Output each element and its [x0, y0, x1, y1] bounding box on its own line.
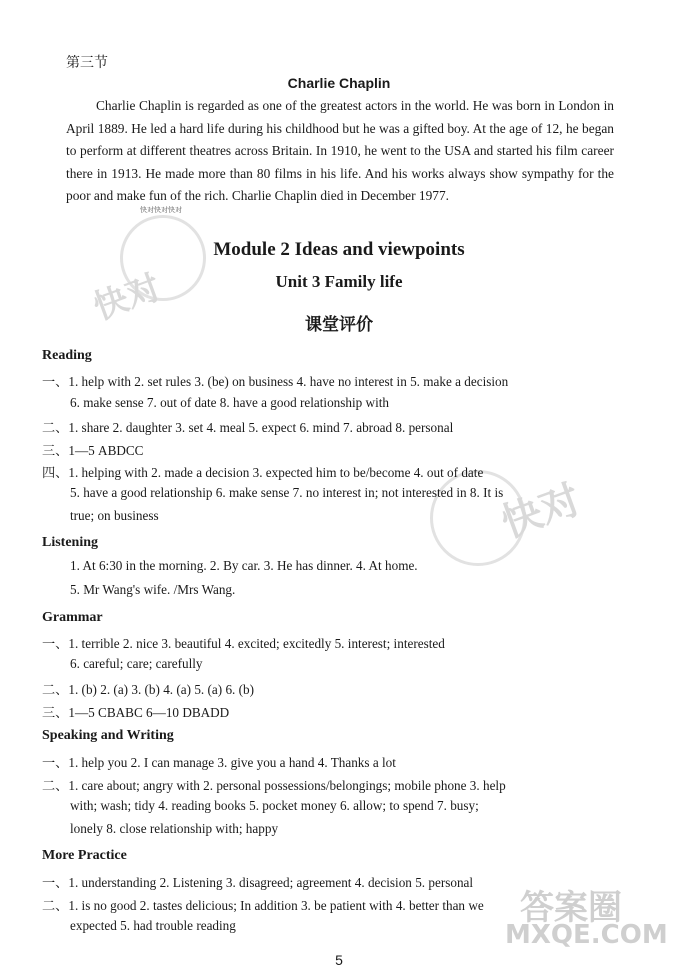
stamp-text: 快对快对快对: [140, 206, 182, 214]
reading-line-1: 一、1. help with 2. set rules 3. (be) on business 4. have no interest in 5. make a decision: [42, 374, 509, 389]
reading-line-5: 四、1. helping with 2. made a decision 3. expected him to be/become 4. out of date: [42, 465, 484, 480]
reading-line-3: 二、1. share 2. daughter 3. set 4. meal 5. expect 6. mind 7. abroad 8. personal: [42, 420, 454, 435]
grammar-line-4: 三、1—5 CBABC 6—10 DBADD: [42, 705, 230, 720]
page-number: 5: [335, 952, 343, 968]
heading-listening: Listening: [42, 535, 99, 550]
lesson-title: 课堂评价: [305, 315, 373, 335]
listening-line-1: 1. At 6:30 in the morning. 2. By car. 3. He has dinner. 4. At home.: [70, 558, 418, 573]
more-line-2: 二、1. is no good 2. tastes delicious; In addition 3. be patient with 4. better than we: [42, 898, 484, 913]
module-title: Module 2 Ideas and viewpoints: [213, 239, 465, 260]
speaking-line-3: with; wash; tidy 4. reading books 5. pocket money 6. allow; to spend 7. busy;: [70, 798, 479, 813]
listening-line-2: 5. Mr Wang's wife. /Mrs Wang.: [70, 582, 236, 597]
more-line-1: 一、1. understanding 2. Listening 3. disagreed; agreement 4. decision 5. personal: [42, 875, 474, 890]
watermark-url: MXQE.COM: [505, 920, 668, 950]
reading-line-7: true; on business: [70, 508, 159, 523]
unit-title: Unit 3 Family life: [275, 272, 403, 291]
reading-line-2: 6. make sense 7. out of date 8. have a good relationship with: [70, 395, 389, 410]
passage-title: Charlie Chaplin: [287, 75, 391, 91]
passage-body: [66, 95, 614, 208]
watermark-text-left: 快对: [88, 267, 166, 329]
watermark-brand: 答案圈: [520, 888, 622, 928]
speaking-line-4: lonely 8. close relationship with; happy: [70, 821, 279, 836]
grammar-line-3: 二、1. (b) 2. (a) 3. (b) 4. (a) 5. (a) 6. (b): [42, 682, 255, 697]
heading-speaking-writing: Speaking and Writing: [42, 728, 174, 743]
reading-line-6: 5. have a good relationship 6. make sense 7. no interest in; not interested in 8. It is: [70, 485, 504, 500]
speaking-line-2: 二、1. care about; angry with 2. personal possessions/belongings; mobile phone 3. help: [42, 778, 506, 793]
section-label: 第三节: [66, 56, 108, 71]
heading-grammar: Grammar: [42, 610, 103, 625]
speaking-line-1: 一、1. help you 2. I can manage 3. give you a hand 4. Thanks a lot: [42, 755, 396, 770]
heading-more-practice: More Practice: [42, 848, 127, 863]
heading-reading: Reading: [42, 348, 92, 363]
grammar-line-2: 6. careful; care; carefully: [70, 656, 203, 671]
passage-text: Charlie Chaplin is regarded as one of the greatest actors in the world. He was born in London in April 1889. He led a hard life during his childhood but he was a gifted boy. At the age of 12, he began to perform at different theatres across Britain. In 1910, he went to the USA and started his film career there in 1913. He made more than 80 films in his life. And his works always show sympathy for the poor and make fun of the rich. Charlie Chaplin died in December 1977.: [66, 98, 614, 203]
watermark-text-middle: 快对: [495, 476, 587, 548]
reading-line-4: 三、1—5 ABDCC: [42, 443, 144, 458]
more-line-3: expected 5. had trouble reading: [70, 918, 236, 933]
grammar-line-1: 一、1. terrible 2. nice 3. beautiful 4. excited; excitedly 5. interest; interested: [42, 636, 445, 651]
